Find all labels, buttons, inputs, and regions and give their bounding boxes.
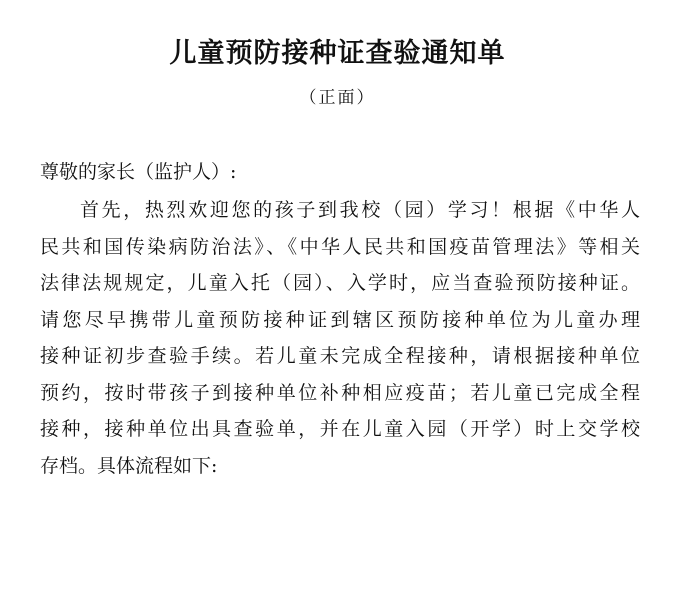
body-line: 接种，接种单位出具查验单，并在儿童入园（开学）时上交学校 — [40, 418, 640, 440]
body-paragraph — [40, 192, 640, 484]
body-line: 民共和国传染病防治法》、《中华人民共和国疫苗管理法》等相关 — [40, 235, 640, 258]
body-line: 首先，热烈欢迎您的孩子到我校（园）学习！根据《中华人 — [80, 199, 640, 221]
body-line: 接种证初步查验手续。若儿童未完成全程接种，请根据接种单位 — [40, 345, 640, 367]
body-line: 预约，按时带孩子到接种单位补种相应疫苗；若儿童已完成全程 — [40, 381, 640, 404]
body-line: 请您尽早携带儿童预防接种证到辖区预防接种单位为儿童办理 — [40, 308, 640, 331]
body-line: 法律法规规定，儿童入托（园）、入学时，应当查验预防接种证。 — [40, 272, 640, 294]
body-line: 存档。具体流程如下: — [40, 454, 218, 477]
salutation: 尊敬的家长（监护人）: — [40, 161, 237, 183]
document-title: 儿童预防接种证查验通知单 — [169, 38, 506, 69]
document-subtitle: （正面） — [299, 88, 376, 108]
